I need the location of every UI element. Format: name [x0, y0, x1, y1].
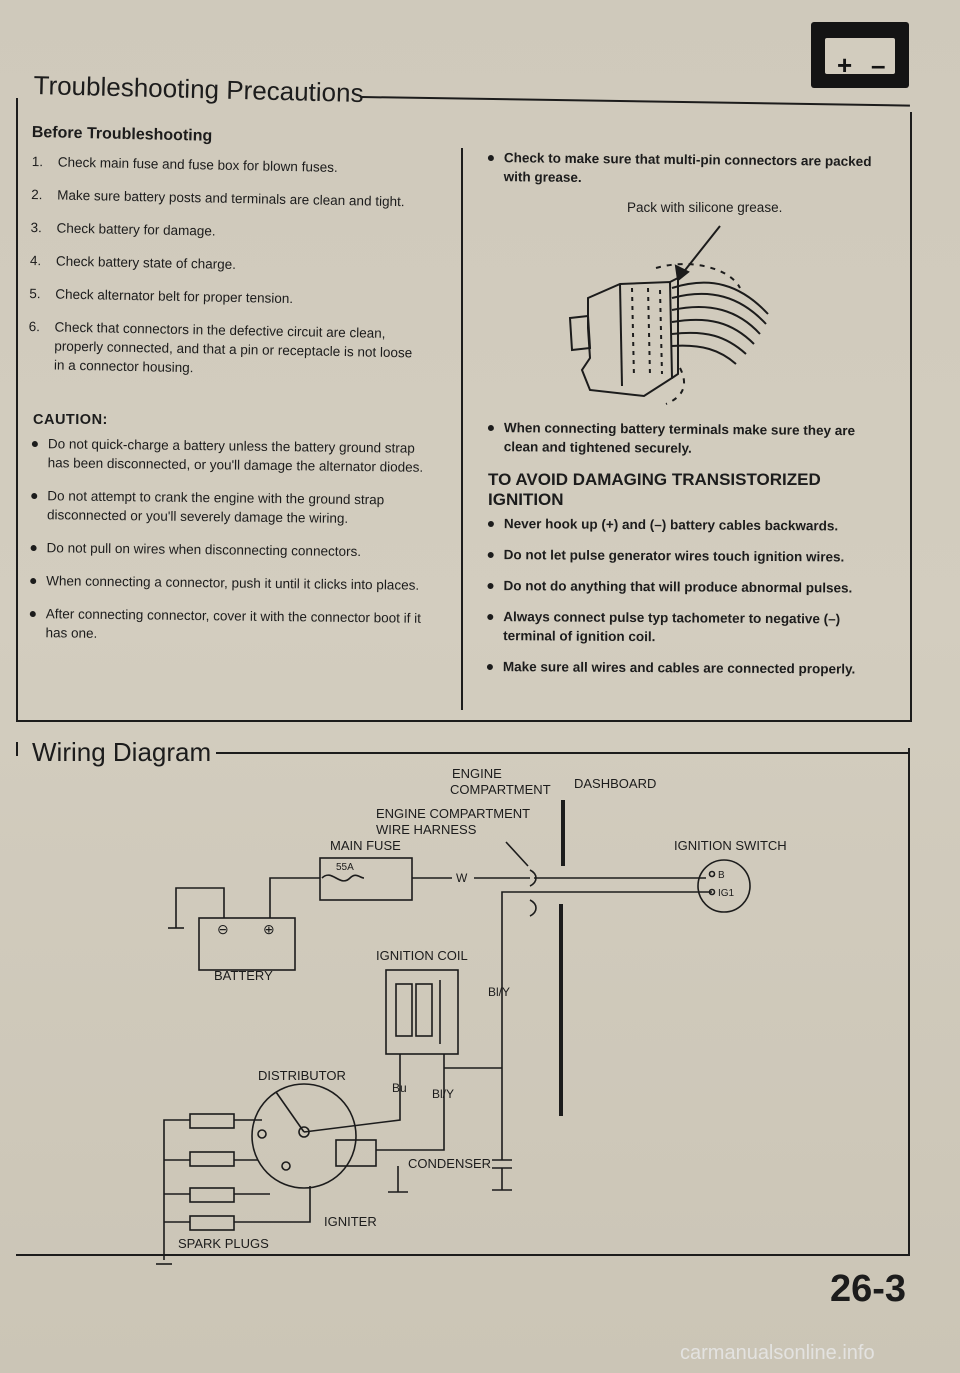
grease-outline-bottom — [666, 368, 684, 404]
igniter-to-coil — [376, 1070, 444, 1150]
list-item: Check to make sure that multi-pin connectors are packed with grease. — [486, 148, 878, 190]
list-item: 3. Check battery for damage. — [30, 220, 216, 239]
list-item: Always connect pulse typ tachometer to negative (–) terminal of ignition coil. — [485, 607, 877, 648]
avoid-damage-heading: TO AVOID DAMAGING TRANSISTORIZED IGNITION — [488, 470, 821, 509]
battery-pos-symbol: ⊕ — [263, 921, 275, 937]
wiring-diagram — [0, 760, 960, 1280]
ig1-wire — [502, 892, 712, 1080]
wire-6 — [672, 346, 736, 364]
wiring-diagram-title: Wiring Diagram — [32, 737, 212, 767]
wire-w-label: W — [456, 871, 468, 885]
list-item: Do not attempt to crank the engine with the ground strap disconnected or you'll severely damage the wiring. — [29, 486, 429, 529]
connector-illustration — [560, 218, 790, 414]
main-fuse-box — [320, 858, 412, 900]
connector-seams — [632, 288, 662, 378]
list-item: Do not do anything that will produce abnormal pulses. — [485, 576, 877, 598]
switch-b-contact — [710, 872, 715, 877]
engine-label: ENGINE — [452, 766, 502, 781]
distributor-label: DISTRIBUTOR — [258, 1068, 346, 1083]
list-item: Do not pull on wires when disconnecting connectors. — [28, 538, 428, 562]
leader-line — [682, 226, 720, 274]
list-item: After connecting connector, cover it with the connector boot if it has one. — [27, 604, 427, 647]
harness-label-1: ENGINE COMPARTMENT — [376, 806, 531, 821]
column-divider — [461, 148, 463, 710]
spark-plugs-label: SPARK PLUGS — [178, 1236, 269, 1251]
distributor-cap — [252, 1084, 356, 1188]
before-troubleshooting-heading: Before Troubleshooting — [31, 124, 213, 145]
battery-icon — [811, 22, 909, 88]
rotor-arm — [276, 1092, 304, 1132]
spark-plug — [190, 1216, 234, 1230]
harness-label-2: WIRE HARNESS — [376, 822, 477, 837]
battery-label: BATTERY — [214, 968, 273, 983]
plug-leads — [234, 1120, 310, 1222]
distributor-terminal — [282, 1162, 290, 1170]
switch-ig1-label: IG1 — [718, 888, 735, 899]
grease-bullet — [486, 148, 878, 190]
figure-caption: Pack with silicone grease. — [627, 200, 783, 215]
list-item: When connecting battery terminals make sure they are clean and tightened securely. — [486, 418, 878, 459]
distributor-terminal — [258, 1130, 266, 1138]
battery-neg-symbol: ⊖ — [217, 921, 229, 937]
wiring-labels — [178, 766, 787, 1251]
ignition-switch-label: IGNITION SWITCH — [674, 838, 787, 853]
switch-b-label: B — [718, 870, 725, 881]
coil-secondary — [416, 984, 432, 1036]
battery-positive-wire — [270, 878, 320, 912]
spark-plug — [190, 1188, 234, 1202]
connector-drawing — [570, 226, 768, 404]
dashboard-label: DASHBOARD — [574, 776, 657, 791]
list-item: Make sure all wires and cables are connected properly. — [485, 657, 877, 679]
battery-icon-face — [825, 38, 895, 80]
wire-bu-label: Bu — [392, 1081, 407, 1095]
connector-body — [582, 282, 672, 396]
list-item: Do not let pulse generator wires touch ignition wires. — [486, 545, 878, 567]
connector-edge — [620, 284, 622, 386]
main-fuse-label: MAIN FUSE — [330, 838, 401, 853]
wire-bly-label-2: Bl/Y — [432, 1087, 455, 1101]
harness-connector-bottom — [530, 900, 536, 916]
ignition-coil-label: IGNITION COIL — [376, 948, 468, 963]
list-item: 2. Make sure battery posts and terminals are clean and tight. — [31, 187, 405, 210]
igniter-label: IGNITER — [324, 1214, 377, 1229]
title-rule — [362, 96, 910, 107]
fuse-rating-label: 55A — [336, 862, 354, 873]
page-number: 26-3 — [830, 1268, 907, 1310]
watermark: carmanualsonline.info — [680, 1342, 875, 1364]
spark-plug — [190, 1152, 234, 1166]
harness-leader — [506, 842, 528, 866]
avoid-damage-list — [485, 514, 878, 679]
spark-plug — [190, 1114, 234, 1128]
ignition-switch-circle — [698, 860, 750, 912]
list-item: 6. Check that connectors in the defective circuit are clean, properly connected, and that a pin or receptacle is not loose in a connector housing. — [28, 319, 413, 376]
wire-5 — [672, 333, 746, 354]
wire-4 — [672, 320, 754, 344]
steps-list — [26, 152, 430, 382]
condenser-label: CONDENSER — [408, 1156, 492, 1171]
coil-primary — [396, 984, 412, 1036]
caution-list — [27, 434, 430, 647]
compartment-label: COMPARTMENT — [450, 782, 551, 797]
list-item: When connecting a connector, push it until it clicks into places. — [28, 571, 428, 595]
page-title: Troubleshooting Precautions — [33, 70, 364, 109]
list-item: Do not quick-charge a battery unless the battery ground strap has been disconnected, or you'll damage the alternator diodes. — [30, 434, 430, 477]
battery-terminal-bullet — [486, 418, 878, 459]
battery-box — [199, 918, 295, 970]
plus-icon: + — [837, 50, 853, 80]
list-item: 4. Check battery state of charge. — [29, 253, 237, 272]
grease-outline-top — [656, 264, 740, 288]
caution-label: CAUTION: — [33, 412, 108, 428]
fuse-element — [322, 875, 364, 881]
list-item: 5. Check alternator belt for proper tension. — [29, 286, 294, 307]
wire-bly-label: Bl/Y — [488, 985, 511, 999]
wiring-lines — [156, 800, 750, 1264]
list-item: Never hook up (+) and (–) battery cables backwards. — [486, 514, 878, 536]
minus-icon: – — [871, 50, 886, 80]
list-item: 1. Check main fuse and fuse box for blown fuses. — [31, 154, 338, 175]
